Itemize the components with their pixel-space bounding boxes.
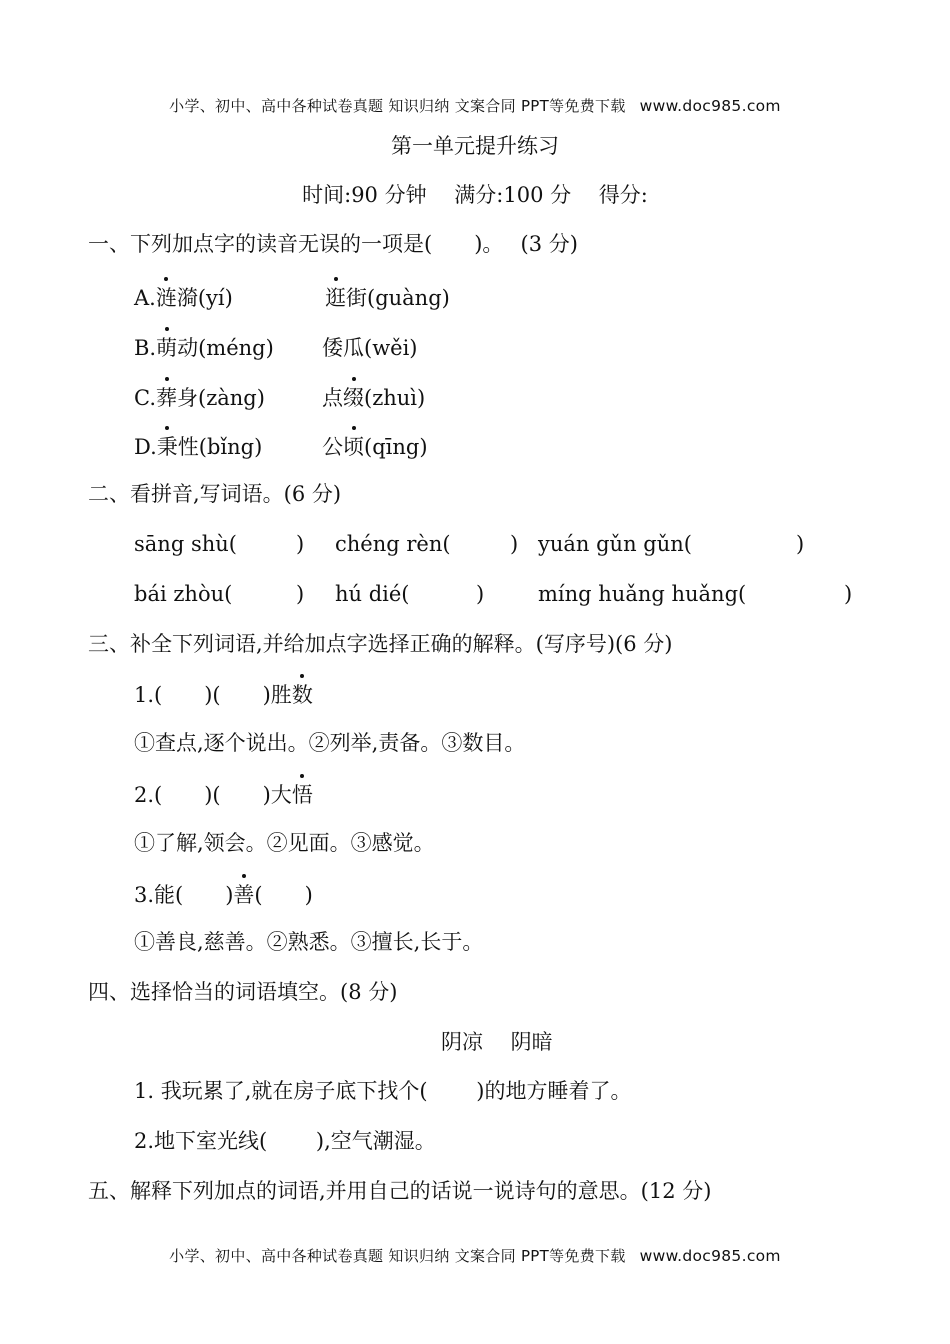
dotted-char: 逛 <box>325 286 346 310</box>
q1-heading: 一、下列加点字的读音无误的一项是( )。 (3 分) <box>88 232 578 256</box>
q3-item-3: 3.能( )善( ) <box>134 883 313 907</box>
header-text: 小学、初中、高中各种试卷真题 知识归纳 文案合同 PPT等免费下载 <box>169 97 626 115</box>
q1-option-d: D.秉性(bǐng) <box>134 435 263 459</box>
q1-option-b-second: 倭瓜(wěi) <box>322 336 418 360</box>
exam-meta: 时间:90 分钟 满分:100 分 得分: <box>302 183 648 207</box>
q4-heading: 四、选择恰当的词语填空。(8 分) <box>88 980 398 1004</box>
q3-heading: 三、补全下列词语,并给加点字选择正确的解释。(写序号)(6 分) <box>88 632 673 656</box>
q2-paren: ) <box>296 532 305 556</box>
page-title: 第一单元提升练习 <box>391 134 559 158</box>
dotted-char: 萌 <box>156 336 178 360</box>
q2-item: bái zhòu( <box>134 582 233 606</box>
dotted-char: 善 <box>233 883 255 907</box>
q4-sentence-2: 2.地下室光线( ),空气潮湿。 <box>134 1129 436 1153</box>
dotted-char: 缀 <box>343 386 364 410</box>
q4-word-choices: 阴凉 阴暗 <box>441 1030 553 1054</box>
footer-site: www.doc985.com <box>639 1247 781 1265</box>
q3-item-1-options: ①查点,逐个说出。②列举,责备。③数目。 <box>134 731 526 755</box>
q2-paren: ) <box>510 532 519 556</box>
dotted-char: 悟 <box>291 783 313 807</box>
q1-option-d-second: 公顷(qīng) <box>322 435 428 459</box>
page-footer <box>0 1245 950 1266</box>
dotted-char: 涟 <box>155 286 177 310</box>
header-site: www.doc985.com <box>639 97 781 115</box>
q4-sentence-1: 1. 我玩累了,就在房子底下找个( )的地方睡着了。 <box>134 1079 632 1103</box>
page-header <box>0 95 950 116</box>
q2-item: sāng shù( <box>134 532 237 556</box>
q2-item: yuán gǔn gǔn( <box>538 532 692 556</box>
q2-paren: ) <box>796 532 805 556</box>
dotted-char: 顷 <box>343 435 364 459</box>
q3-item-2-options: ①了解,领会。②见面。③感觉。 <box>134 831 435 855</box>
q1-option-a: A.涟漪(yí) <box>134 286 233 310</box>
q2-item: chéng rèn( <box>335 532 451 556</box>
dotted-char: 葬 <box>156 386 177 410</box>
q1-option-c: C.葬身(zàng) <box>134 386 265 410</box>
q2-paren: ) <box>296 582 305 606</box>
q1-option-c-second: 点缀(zhuì) <box>322 386 426 410</box>
q1-option-a-second: 逛街(guàng) <box>325 286 450 310</box>
footer-text: 小学、初中、高中各种试卷真题 知识归纳 文案合同 PPT等免费下载 <box>169 1247 626 1265</box>
q2-heading: 二、看拼音,写词语。(6 分) <box>88 482 342 506</box>
q2-item: hú dié( <box>335 582 410 606</box>
q2-item: míng huǎng huǎng( <box>538 582 747 606</box>
q1-option-b: B.萌动(méng) <box>134 336 274 360</box>
q5-heading: 五、解释下列加点的词语,并用自己的话说一说诗句的意思。(12 分) <box>88 1179 712 1203</box>
q2-paren: ) <box>476 582 485 606</box>
q3-item-3-options: ①善良,慈善。②熟悉。③擅长,长于。 <box>134 930 484 954</box>
q2-paren: ) <box>844 582 853 606</box>
dotted-char: 数 <box>291 683 313 707</box>
q3-item-1: 1.( )( )胜数 <box>134 683 313 707</box>
q3-item-2: 2.( )( )大悟 <box>134 783 313 807</box>
dotted-char: 秉 <box>156 435 178 459</box>
